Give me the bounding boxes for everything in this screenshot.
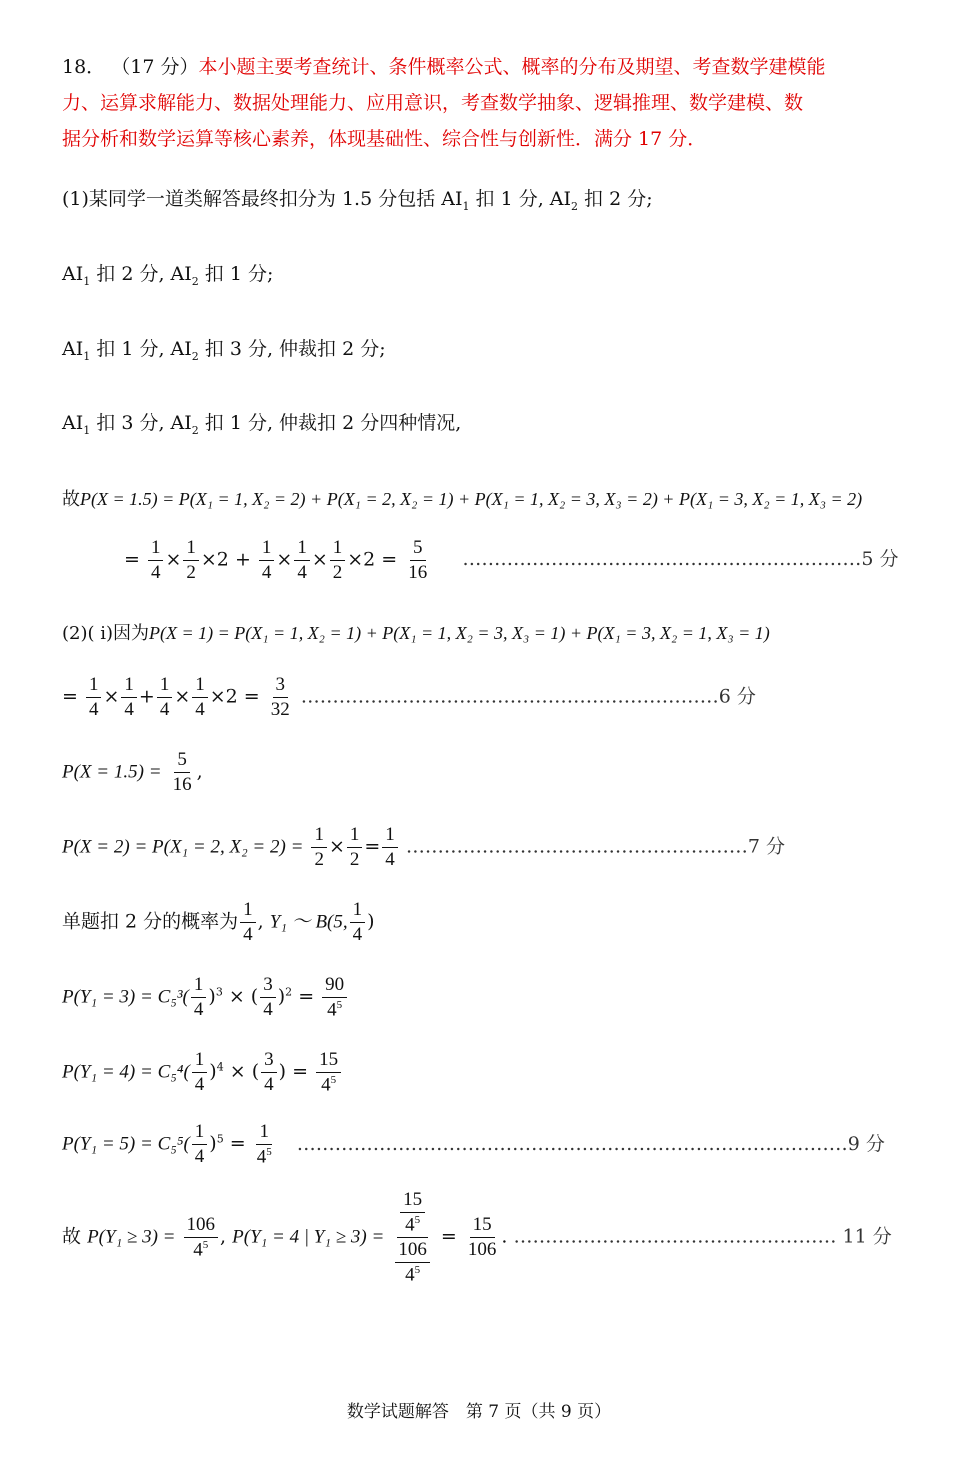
part1-equation <box>62 490 862 509</box>
part2-x15: P(X = 1.5) = $\frac{5}{16}$ , <box>62 749 203 795</box>
score-7: ………………………………………………7 分 <box>405 835 785 858</box>
part2-x1-result: = $\frac{1}{4}$ × $\frac{1}{4}$ + $\frac{1}{4}$ × $\frac{1}{4}$ ×2 = $\frac{3}{32}$ …………………………………………………………6 分 <box>62 674 756 720</box>
frac: $\frac{3}{32}$ <box>270 674 290 720</box>
question-header <box>62 58 825 77</box>
part1-line-3-mid: 扣 1 分, <box>90 338 171 360</box>
part2-py3: P(Y₁ = 3) = C₅³( $\frac{1}{4}$ )$^3$ × ( $\frac{3}{4}$ )$^2$ = $\frac{90}{4^5}$ <box>62 975 349 1020</box>
frac: $\frac{3}{4}$ <box>261 1050 277 1095</box>
frac: $\frac{90}{4^5}$ <box>322 975 347 1020</box>
frac: $\frac{1}{4}$ <box>192 675 208 720</box>
part2-x2: P(X = 2) = P(X₁ = 2, X₂ = 2) = $\frac{1}{2}$ × $\frac{1}{2}$ = $\frac{1}{4}$ ………………………………………………7 分 <box>62 824 785 870</box>
frac: $\frac{5}{16}$ <box>408 537 428 583</box>
frac: $\frac{1}{4}$ <box>192 1050 208 1095</box>
part1-line-3-end: 扣 3 分, 仲裁扣 2 分; <box>198 338 386 360</box>
part1-line-4: $AI_1$ 扣 3 分, $AI_2$ 扣 1 分, 仲裁扣 2 分四种情况, <box>62 412 462 437</box>
p-x15-expansion: P(X = 1.5) = P(X₁ = 1, X₂ = 2) + P(X₁ = 2, X₂ = 1) + P(X₁ = 1, X₂ = 3, X₃ = 2) + P(X₁ = 3, X₂ = 1, X₃ = 2) <box>80 489 863 509</box>
part1-line-4-end: 扣 1 分, 仲裁扣 2 分四种情况, <box>198 412 462 434</box>
ai1-label: AI <box>62 338 84 360</box>
compound-frac: $\frac{\frac{15}{4^5}}{\frac{106}{4^5}}$ <box>392 1190 433 1285</box>
question-number: 18． <box>62 56 106 78</box>
frac: $\frac{1}{2}$ <box>183 538 199 583</box>
part1-line-1-mid: 扣 1 分, <box>469 188 550 210</box>
ai1-label: AI <box>441 188 463 210</box>
frac: $\frac{106}{4^5}$ <box>184 1215 219 1260</box>
intro-line-3 <box>62 130 706 149</box>
part1-line-2-end: 扣 1 分; <box>198 263 274 285</box>
frac: $\frac{1}{4}$ <box>121 675 137 720</box>
part1-line-1: (1)某同学一道类解答最终扣分为 1.5 分包括 $AI_1$ 扣 1 分, $AI_2$ 扣 2 分; <box>62 188 653 213</box>
frac: $\frac{5}{16}$ <box>172 749 192 795</box>
part2-single: 单题扣 2 分的概率为 $\frac{1}{4}$ , Y₁ ～ B(5, $\frac{1}{4}$ ) <box>62 899 375 945</box>
intro-line-3-text: 据分析和数学运算等核心素养，体现基础性、综合性与创新性．满分 17 分． <box>62 128 707 150</box>
ai2-label: AI <box>170 412 192 434</box>
part1-line-3: $AI_1$ 扣 1 分, $AI_2$ 扣 3 分, 仲裁扣 2 分; <box>62 338 386 363</box>
frac: $\frac{15}{106}$ <box>467 1214 497 1261</box>
part2-py4: P(Y₁ = 4) = C₅⁴( $\frac{1}{4}$ )$^4$ × ( $\frac{3}{4}$ ) = $\frac{15}{4^5}$ <box>62 1050 343 1095</box>
ai1-label: AI <box>62 263 84 285</box>
score-5: ………………………………………………………5 分 <box>462 548 899 571</box>
p-x2: P(X = 2) = P(X₁ = 2, X₂ = 2) = <box>62 836 304 858</box>
ai1-label: AI <box>62 412 84 434</box>
frac: $\frac{1}{4}$ <box>294 538 310 583</box>
y-distribution: Y₁ ～ B(5, <box>269 911 348 933</box>
ai2-label: AI <box>549 188 572 210</box>
gu-label: 故 <box>62 1225 82 1248</box>
question-points: （17 分） <box>111 56 199 78</box>
frac: $\frac{1}{4}$ <box>86 675 102 720</box>
part1-line-4-mid: 扣 3 分, <box>90 412 171 434</box>
part1-result: = $\frac{1}{4}$ × $\frac{1}{2}$ ×2 + $\frac{1}{4}$ × $\frac{1}{4}$ × $\frac{1}{2}$ ×2 = $\frac{5}{16}$ ………………………………………………………5 分 <box>124 537 899 583</box>
part2-py5: P(Y₁ = 5) = C₅⁵( $\frac{1}{4}$ )$^5$ = $\frac{1}{4^5}$ ……………………………………………………………………………9 分 <box>62 1121 885 1168</box>
part2-intro: (2)( ⅰ)因为 <box>62 623 150 644</box>
score-11: …………………………………………… 11 分 <box>513 1225 892 1248</box>
score-6: …………………………………………………………6 分 <box>300 685 756 708</box>
part1-line-2: $AI_1$ 扣 2 分, $AI_2$ 扣 1 分; <box>62 263 274 288</box>
p-y-ge3: P(Y₁ ≥ 3) = <box>87 1226 176 1248</box>
page-footer: 数学试题解答 第 7 页（共 9 页） <box>346 1402 612 1422</box>
part1-line-1-text: (1)某同学一道类解答最终扣分为 1.5 分包括 <box>62 188 442 210</box>
single-q-prob: 单题扣 2 分的概率为 <box>62 910 239 933</box>
intro-line-2: 力、运算求解能力、数据处理能力、应用意识，考查数学抽象、逻辑推理、数学建模、数 <box>62 92 804 114</box>
p-conditional: P(Y₁ = 4 | Y₁ ≥ 3) = <box>232 1226 385 1248</box>
ai2-label: AI <box>170 263 192 285</box>
frac: $\frac{1}{4^5}$ <box>256 1121 272 1168</box>
part2-conditional: 故 P(Y₁ ≥ 3) = $\frac{106}{4^5}$ , P(Y₁ = 4 | Y₁ ≥ 3) = $\frac{\frac{15}{4^5}}{\frac{106}{4^5}}$ = $\frac{15}{106}$ . …………………………………………… 11 分 <box>62 1189 892 1286</box>
part1-line-2-mid: 扣 2 分, <box>90 263 171 285</box>
frac: $\frac{1}{4}$ <box>192 1122 208 1167</box>
p-x1-expansion: P(X = 1) = P(X₁ = 1, X₂ = 1) + P(X₁ = 1, X₂ = 3, X₃ = 1) + P(X₁ = 3, X₂ = 1, X₃ = 1) <box>149 623 770 643</box>
frac: $\frac{1}{4}$ <box>350 900 366 945</box>
frac: $\frac{1}{4}$ <box>382 825 398 870</box>
ai2-label: AI <box>170 338 192 360</box>
intro-line-1: 本小题主要考查统计、条件概率公式、概率的分布及期望、考查数学建模能 <box>198 56 826 78</box>
frac: $\frac{1}{2}$ <box>347 825 363 870</box>
frac: $\frac{1}{2}$ <box>330 538 346 583</box>
score-9: ……………………………………………………………………………9 分 <box>296 1132 885 1155</box>
frac: $\frac{1}{4}$ <box>191 975 207 1020</box>
part1-line-1-end: 扣 2 分; <box>578 188 653 210</box>
frac: $\frac{15}{4^5}$ <box>316 1050 341 1095</box>
frac: $\frac{1}{4}$ <box>240 900 256 945</box>
frac: $\frac{3}{4}$ <box>260 975 276 1020</box>
p-x15: P(X = 1.5) = <box>62 761 162 783</box>
frac: $\frac{1}{4}$ <box>157 675 173 720</box>
gu-label: 故 <box>62 489 80 510</box>
part2-line-1 <box>62 624 770 643</box>
frac: $\frac{1}{4}$ <box>148 538 164 583</box>
p-y3: P(Y₁ = 3) = C₅³( <box>62 986 189 1008</box>
p-y4: P(Y₁ = 4) = C₅⁴( <box>62 1061 190 1083</box>
p-y5: P(Y₁ = 5) = C₅⁵( <box>62 1133 190 1155</box>
frac: $\frac{1}{2}$ <box>311 825 327 870</box>
frac: $\frac{1}{4}$ <box>259 538 275 583</box>
